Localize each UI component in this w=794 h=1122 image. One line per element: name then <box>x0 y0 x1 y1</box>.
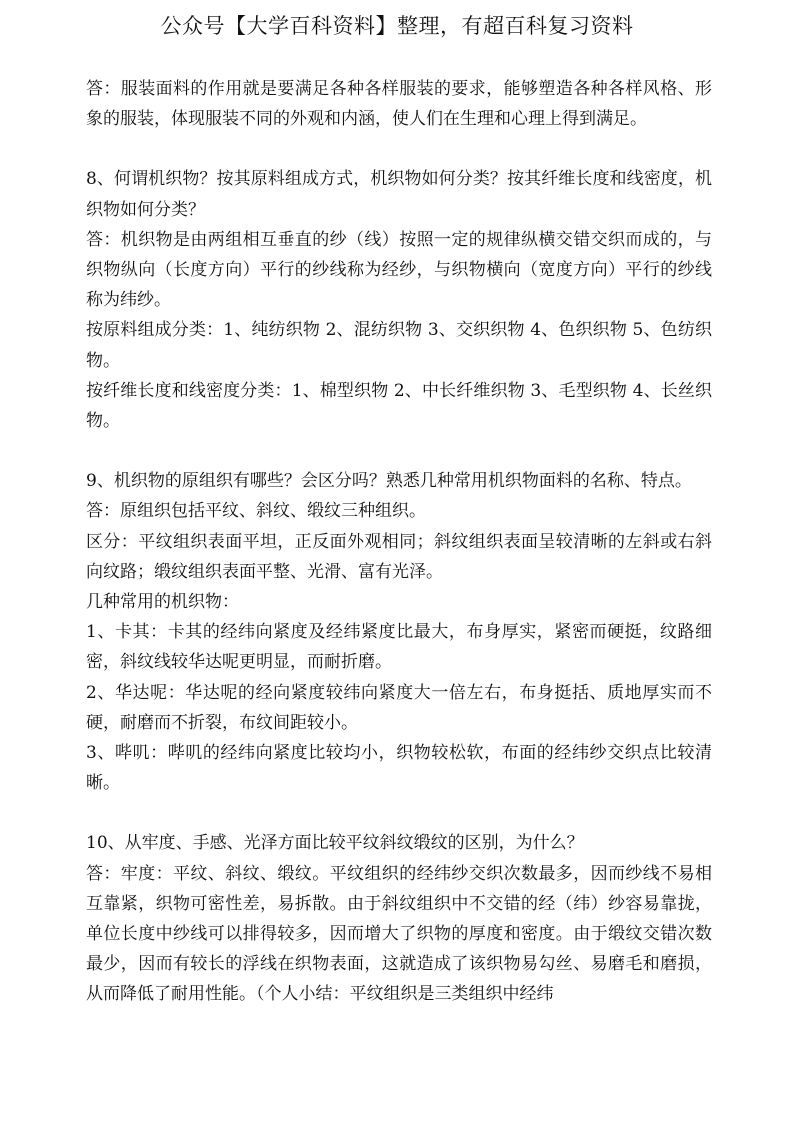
document-body <box>86 74 712 1010</box>
common-fabrics-heading: 几种常用的机织物： <box>86 592 239 613</box>
answer-10: 答：牢度：平纹、斜纹、缎纹。平纹组织的经纬纱交织次数最多，因而纱线不易相互靠紧，织物可密性差，易拆散。由于斜纹组织中不交错的经（纬）纱容易靠拢，单位长度中纱线可以排得较多，因而增大了织物的厚度和密度。由于缎纹交错次数最少，因而有较长的浮线在织物表面，这就造成了该织物易勾丝、易磨毛和磨损，从而降低了耐用性能。（个人小结：平纹组织是三类组织中经纬 <box>86 863 712 1005</box>
page-header: 公众号【大学百科资料】整理，有超百科复习资料 <box>160 14 634 38</box>
paragraph-gap <box>86 134 712 164</box>
distinction-paragraph: 区分：平纹组织表面平坦，正反面外观相同；斜纹组织表面呈较清晰的左斜或右斜向纹路；缎纹组织表面平整、光滑、富有光泽。 <box>86 531 712 582</box>
answer-9: 答：原组织包括平纹、斜纹、缎纹三种组织。 <box>86 501 426 522</box>
question-9: 9、机织物的原组织有哪些？会区分吗？熟悉几种常用机织物面料的名称、特点。 <box>86 471 692 492</box>
fabric-serge: 3、哔叽：哔叽的经纬向紧度比较均小，织物较松软，布面的经纬纱交织点比较清晰。 <box>86 743 712 794</box>
paragraph-gap <box>86 436 712 466</box>
fabric-gabardine: 2、华达呢：华达呢的经向紧度较纬向紧度大一倍左右，布身挺括、质地厚实而不硬，耐磨而不折裂，布纹间距较小。 <box>86 682 712 733</box>
answer-8: 答：机织物是由两组相互垂直的纱（线）按照一定的规律纵横交错交织而成的，与织物纵向（长度方向）平行的纱线称为经纱，与织物横向（宽度方向）平行的纱线称为纬纱。 <box>86 229 712 311</box>
paragraph-gap <box>86 798 712 828</box>
fabric-khaki: 1、卡其：卡其的经纬向紧度及经纬紧度比最大，布身厚实，紧密而硬挺，纹路细密，斜纹线较华达呢更明显，而耐折磨。 <box>86 622 712 673</box>
classification-by-material: 按原料组成分类：1、纯纺织物 2、混纺织物 3、交织织物 4、色织织物 5、色纺织物。 <box>86 320 712 371</box>
answer-paragraph: 答：服装面料的作用就是要满足各种各样服装的要求，能够塑造各种各样风格、形象的服装，体现服装不同的外观和内涵，使人们在生理和心理上得到满足。 <box>86 79 712 130</box>
classification-by-fiber: 按纤维长度和线密度分类：1、棉型织物 2、中长纤维织物 3、毛型织物 4、长丝织物。 <box>86 380 712 432</box>
question-8: 8、何谓机织物？按其原料组成方式，机织物如何分类？按其纤维长度和线密度，机织物如何分类？ <box>86 169 712 220</box>
question-10: 10、从牢度、手感、光泽方面比较平纹斜纹缎纹的区别，为什么？ <box>86 833 584 854</box>
